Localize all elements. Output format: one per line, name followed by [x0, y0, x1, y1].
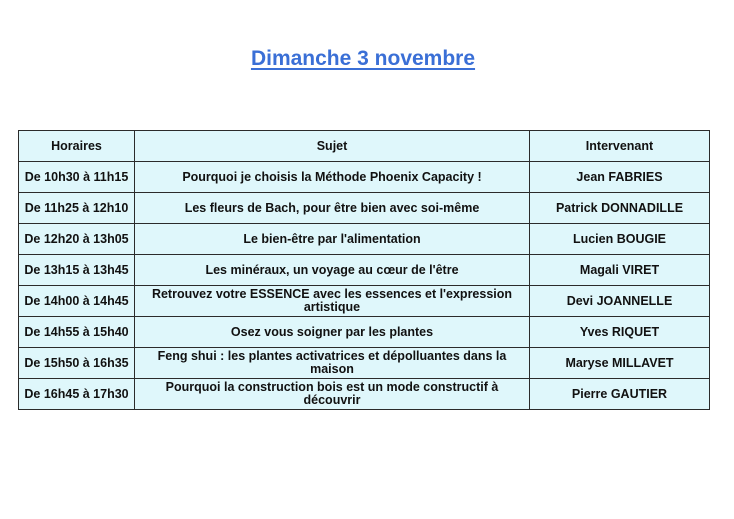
schedule-table	[18, 130, 710, 410]
table-row	[19, 255, 710, 286]
time-cell: De 15h50 à 16h35	[19, 348, 135, 379]
speaker-cell: Devi JOANNELLE	[530, 286, 710, 317]
subject-cell: Les fleurs de Bach, pour être bien avec soi-même	[135, 193, 530, 224]
time-cell: De 12h20 à 13h05	[19, 224, 135, 255]
speaker-cell: Lucien BOUGIE	[530, 224, 710, 255]
table-header-row	[19, 131, 710, 162]
time-cell: De 10h30 à 11h15	[19, 162, 135, 193]
time-cell: De 13h15 à 13h45	[19, 255, 135, 286]
speaker-cell: Pierre GAUTIER	[530, 379, 710, 410]
time-cell: De 16h45 à 17h30	[19, 379, 135, 410]
table-row	[19, 162, 710, 193]
column-header-intervenant: Intervenant	[530, 131, 710, 162]
speaker-cell: Yves RIQUET	[530, 317, 710, 348]
time-cell: De 11h25 à 12h10	[19, 193, 135, 224]
table-row	[19, 379, 710, 410]
column-header-sujet: Sujet	[135, 131, 530, 162]
subject-cell: Le bien-être par l'alimentation	[135, 224, 530, 255]
subject-cell: Retrouvez votre ESSENCE avec les essences et l'expression artistique	[135, 286, 530, 317]
table-row	[19, 348, 710, 379]
subject-cell: Les minéraux, un voyage au cœur de l'être	[135, 255, 530, 286]
table-row	[19, 286, 710, 317]
subject-cell: Feng shui : les plantes activatrices et dépolluantes dans la maison	[135, 348, 530, 379]
page-title: Dimanche 3 novembre	[250, 47, 476, 70]
subject-cell: Pourquoi la construction bois est un mode constructif à découvrir	[135, 379, 530, 410]
speaker-cell: Patrick DONNADILLE	[530, 193, 710, 224]
subject-cell: Pourquoi je choisis la Méthode Phoenix Capacity !	[135, 162, 530, 193]
table-row	[19, 224, 710, 255]
subject-cell: Osez vous soigner par les plantes	[135, 317, 530, 348]
column-header-horaires: Horaires	[19, 131, 135, 162]
time-cell: De 14h55 à 15h40	[19, 317, 135, 348]
speaker-cell: Jean FABRIES	[530, 162, 710, 193]
time-cell: De 14h00 à 14h45	[19, 286, 135, 317]
table-row	[19, 193, 710, 224]
table-row	[19, 317, 710, 348]
speaker-cell: Magali VIRET	[530, 255, 710, 286]
speaker-cell: Maryse MILLAVET	[530, 348, 710, 379]
